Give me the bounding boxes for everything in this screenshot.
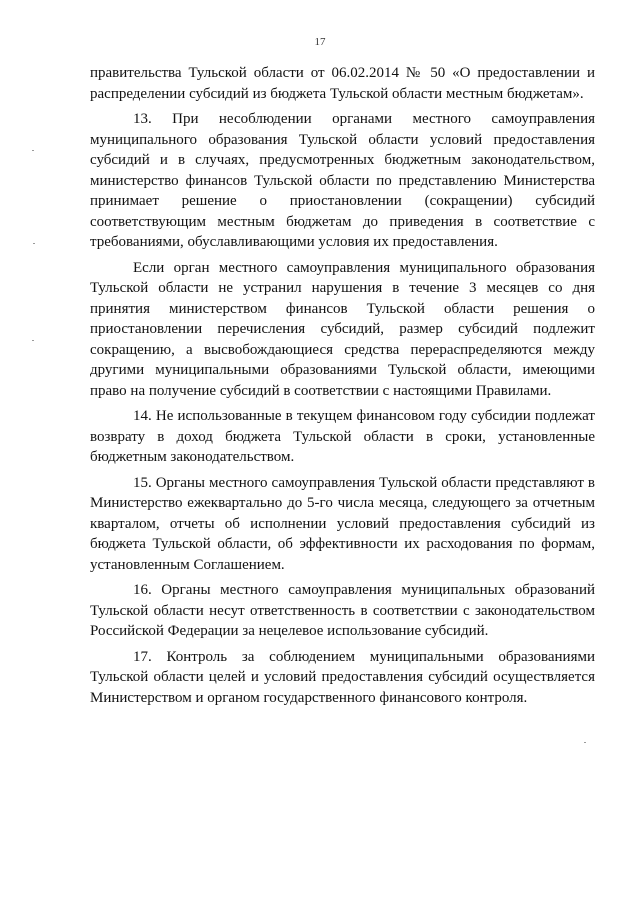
paragraph-16: 16. Органы местного самоуправления муниципальных образований Тульской области несут ответственность в соответствии с законодательством Российской Федерации за нецелевое использование субсидий. bbox=[90, 582, 595, 639]
paragraph-14: 14. Не использованные в текущем финансовом году субсидии подлежат возврату в доход бюджета Тульской области в сроки, установленные бюджетным законодательством. bbox=[90, 408, 595, 465]
scan-speck bbox=[33, 243, 35, 244]
paragraph-continuation: правительства Тульской области от 06.02.2014 № 50 «О предоставлении и распределении субсидий из бюджета Тульской области местным бюджетам». bbox=[90, 65, 595, 102]
scan-speck bbox=[32, 340, 34, 341]
scan-speck bbox=[32, 150, 34, 151]
scan-speck bbox=[584, 742, 586, 743]
paragraph-17: 17. Контроль за соблюдением муниципальными образованиями Тульской области целей и условий предоставления субсидий осуществляется Министерством и органом государственного финансового контроля. bbox=[90, 648, 595, 706]
paragraph-15: 15. Органы местного самоуправления Тульской области представляют в Министерство ежеквартально до 5-го числа месяца, следующего за отчетным кварталом, отчеты об исполнении условий предоставления субсидий из бюджета Тульской области, об эффективности их расходования по формам, установленным Соглашением. bbox=[90, 474, 595, 573]
paragraph-13: 13. При несоблюдении органами местного самоуправления муниципального образования Тульской области условий предоставления субсидий и в случаях, предусмотренных бюджетным законодательством, министерство финансов Тульской области по представлению Министерства принимает решение о приостановлении (сокращении) субсидий соответствующим местным бюджетам до приведения в соответствие с требованиями, обуславливающими условия их предоставления. bbox=[90, 111, 595, 250]
document-body bbox=[90, 63, 595, 708]
paragraph-13-continuation: Если орган местного самоуправления муниципального образования Тульской области не устранил нарушения в течение 3 месяцев со дня принятия министерством финансов Тульской области решения о приостановлении перечисления субсидий, размер субсидий подлежит сокращению, а высвобождающиеся средства перераспределяются между другими муниципальными образованиями Тульской области, имеющими право на получение субсидий в соответствии с настоящими Правилами. bbox=[90, 259, 595, 399]
page-number: 17 bbox=[314, 36, 326, 48]
